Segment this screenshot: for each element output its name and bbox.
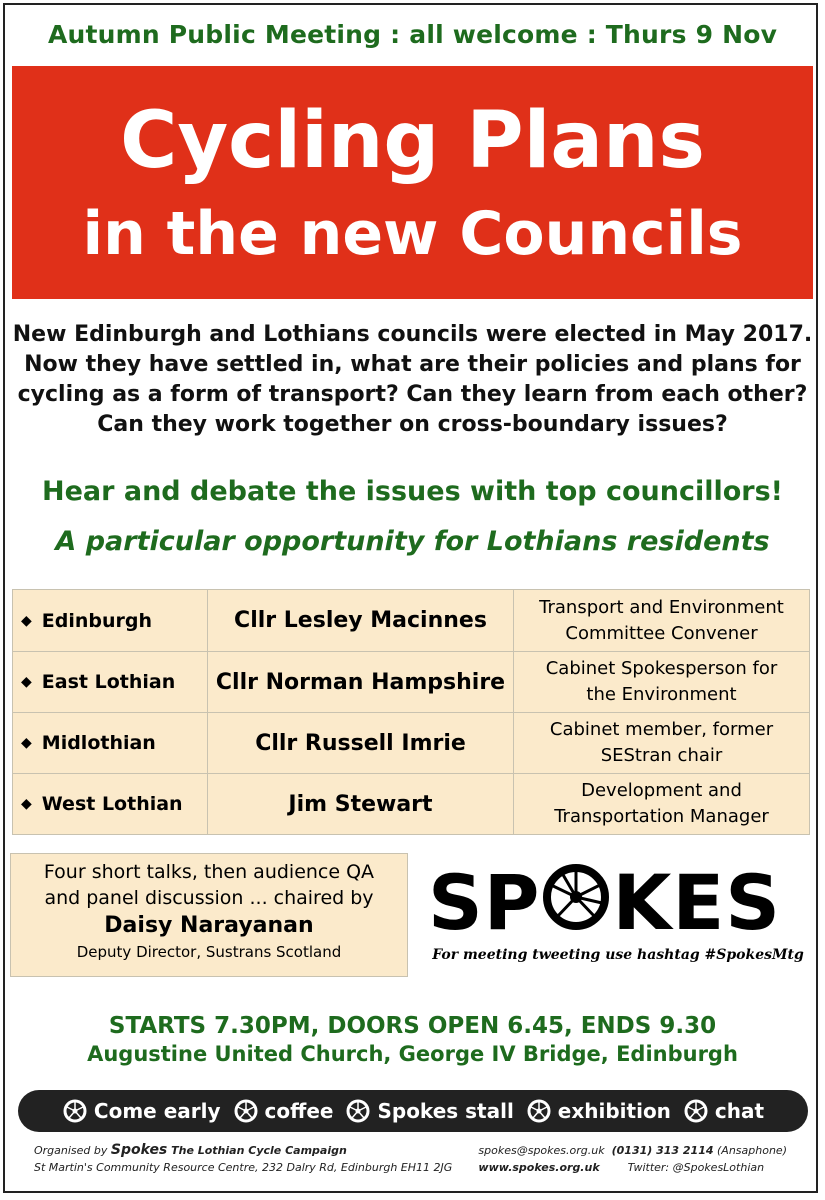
intro-line: New Edinburgh and Lothians councils were elected in May 2017. <box>12 322 813 347</box>
intro-line: cycling as a form of transport? Can they learn from each other? <box>17 382 808 407</box>
title-banner <box>12 66 813 299</box>
feature-item <box>526 1098 671 1124</box>
bicycle-wheel-icon <box>683 1098 709 1124</box>
speaker-area <box>13 652 207 712</box>
twitter-handle[interactable]: Twitter: @SpokesLothian <box>627 1161 765 1174</box>
feature-item <box>683 1098 764 1124</box>
speaker-role-line: Cabinet member, former <box>549 719 774 740</box>
hear-debate-heading: Hear and debate the issues with top councillors! <box>42 476 783 507</box>
bicycle-wheel-icon <box>233 1098 259 1124</box>
org-desc: The Lothian Cycle Campaign <box>167 1144 347 1157</box>
bicycle-wheel-icon <box>345 1098 371 1124</box>
feature-label: Come early <box>93 1099 221 1123</box>
logo-text-part1: SP <box>428 858 541 947</box>
speaker-name: Cllr Norman Hampshire <box>207 652 513 712</box>
contact-line-2 <box>478 1159 787 1176</box>
speaker-area <box>13 713 207 773</box>
chair-role: Deputy Director, Sustrans Scotland <box>76 943 342 961</box>
feature-label: Spokes stall <box>377 1099 514 1123</box>
intro-line: Now they have settled in, what are their policies and plans for <box>24 352 801 377</box>
speaker-role-line: the Environment <box>586 684 737 705</box>
speaker-role <box>513 590 809 651</box>
speaker-area <box>13 590 207 651</box>
speaker-area-label: East Lothian <box>41 671 176 693</box>
logo-text-part2: KES <box>612 858 781 947</box>
speaker-row <box>13 651 809 712</box>
feature-item <box>233 1098 334 1124</box>
speaker-role <box>513 652 809 712</box>
speaker-area-label: West Lothian <box>41 793 183 815</box>
phone-note: (Ansaphone) <box>717 1144 787 1157</box>
organiser-address: St Martin's Community Resource Centre, 232 Dalry Rd, Edinburgh EH11 2JG <box>34 1161 453 1174</box>
speaker-role-line: Transportation Manager <box>554 806 769 827</box>
speaker-area <box>13 774 207 834</box>
feature-item <box>345 1098 513 1124</box>
speaker-name: Cllr Russell Imrie <box>207 713 513 773</box>
speakers-table <box>12 589 810 835</box>
speaker-name: Jim Stewart <box>207 774 513 834</box>
feature-label: coffee <box>264 1099 334 1123</box>
feature-item <box>62 1098 221 1124</box>
chair-name: Daisy Narayanan <box>104 913 314 938</box>
feature-label: chat <box>714 1099 765 1123</box>
feature-label: exhibition <box>557 1099 671 1123</box>
title-line-1: Cycling Plans <box>120 96 705 186</box>
bicycle-wheel-icon <box>526 1098 552 1124</box>
speaker-area-label: Midlothian <box>41 732 156 754</box>
talks-box <box>10 853 408 977</box>
title-line-2: in the new Councils <box>82 199 743 269</box>
speaker-row <box>13 773 809 834</box>
hashtag-note: For meeting tweeting use hashtag #SpokesMtg <box>432 947 804 963</box>
org-name: Spokes <box>110 1142 168 1158</box>
organiser-info <box>34 1142 452 1176</box>
speaker-role <box>513 774 809 834</box>
contact-info <box>478 1142 787 1176</box>
venue-line: Augustine United Church, George IV Bridge, Edinburgh <box>87 1042 738 1066</box>
features-bar <box>18 1090 808 1132</box>
bicycle-wheel-icon <box>542 862 610 947</box>
speaker-area-label: Edinburgh <box>41 609 153 632</box>
contact-line-1 <box>478 1142 787 1159</box>
speaker-role-line: Committee Convener <box>565 622 758 644</box>
talks-line: and panel discussion ... chaired by <box>44 887 374 909</box>
times-line: STARTS 7.30PM, DOORS OPEN 6.45, ENDS 9.30 <box>108 1013 717 1039</box>
bicycle-wheel-icon <box>62 1098 88 1124</box>
email-link[interactable]: spokes@spokes.org.uk <box>478 1144 605 1157</box>
organised-prefix: Organised by <box>34 1144 111 1157</box>
speaker-name: Cllr Lesley Macinnes <box>207 590 513 651</box>
meeting-topline: Autumn Public Meeting : all welcome : Thurs 9 Nov <box>47 20 778 49</box>
website-link[interactable]: www.spokes.org.uk <box>478 1161 600 1174</box>
speaker-row <box>13 590 809 651</box>
spokes-logo <box>428 860 808 945</box>
intro-line: Can they work together on cross-boundary issues? <box>97 412 728 437</box>
speaker-role-line: SEStran chair <box>600 745 723 766</box>
diamond-icon: ◆ <box>21 796 32 812</box>
diamond-icon: ◆ <box>21 612 32 629</box>
intro-text <box>10 320 815 440</box>
organiser-line <box>34 1142 452 1159</box>
diamond-icon: ◆ <box>21 674 32 690</box>
speaker-role-line: Transport and Environment <box>539 596 784 618</box>
talks-line: Four short talks, then audience QA <box>43 861 375 883</box>
phone-number: (0131) 313 2114 <box>611 1144 714 1157</box>
speaker-role <box>513 713 809 773</box>
diamond-icon: ◆ <box>21 735 32 751</box>
opportunity-heading: A particular opportunity for Lothians residents <box>55 526 770 557</box>
speaker-role-line: Development and <box>581 780 742 801</box>
speaker-row <box>13 712 809 773</box>
speaker-role-line: Cabinet Spokesperson for <box>545 658 778 679</box>
